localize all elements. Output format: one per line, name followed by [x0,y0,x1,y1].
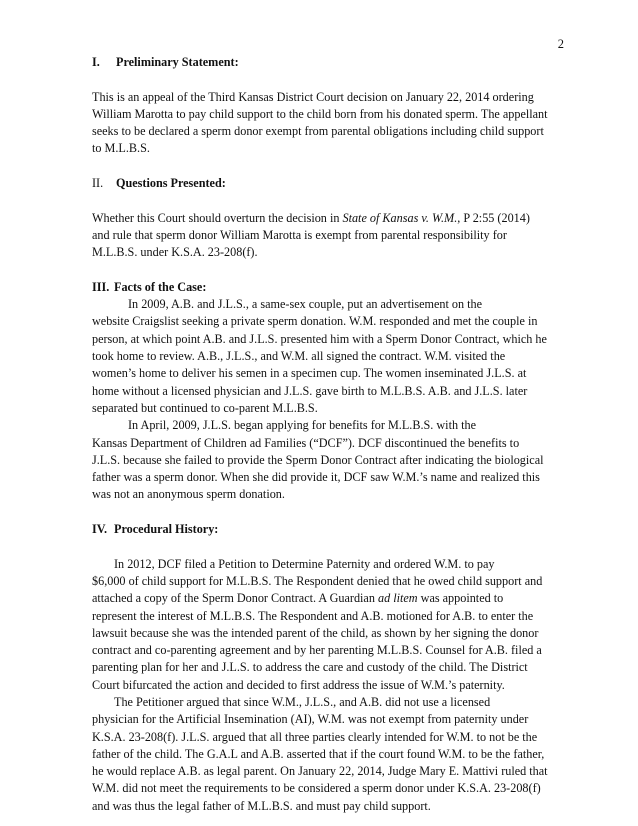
paragraph-line: person, at which point A.B. and J.L.S. presented him with a Sperm Donor Contract, which he [92,331,547,346]
paragraph-line: William Marotta to pay child support to the child born from his donated sperm. The appellant [92,106,548,121]
section-heading-procedural [92,521,562,538]
paragraph-line: The Petitioner argued that since W.M., J.L.S., and A.B. did not use a licensed [114,694,491,709]
paragraph-line: he would replace A.B. as legal parent. On January 22, 2014, Judge Mary E. Mattivi ruled that [92,764,548,779]
paragraph-line: In April, 2009, J.L.S. began applying for benefits for M.L.B.S. with the [128,418,476,433]
paragraph-line: In 2012, DCF filed a Petition to Determine Paternity and ordered W.M. to pay [114,556,495,571]
paragraph-line: and rule that sperm donor William Marotta is exempt from parental responsibility for [92,227,507,242]
section-number: III. [92,279,110,294]
paragraph-line: J.L.S. because she failed to provide the Sperm Donor Contract after indicating the biological [92,452,544,467]
paragraph-line: was not an anonymous sperm donation. [92,487,285,502]
page-number: 2 [557,37,564,51]
paragraph-line: This is an appeal of the Third Kansas District Court decision on January 22, 2014 ordering [92,89,534,104]
paragraph-line: lawsuit because she was the intended parent of the child, as shown by her signing the donor [92,625,539,640]
paragraph-line: K.S.A. 23-208(f). J.L.S. argued that all three parties clearly intended for W.M. to not be the [92,729,538,744]
paragraph-line: In 2009, A.B. and J.L.S., a same-sex couple, put an advertisement on the [128,297,483,312]
paragraph-line: M.L.B.S. under K.S.A. 23-208(f). [92,245,258,260]
paragraph-line: and was thus the legal father of M.L.B.S. and must pay child support. [92,798,431,813]
section-heading-preliminary [92,54,562,71]
paragraph-line: women’s home to deliver his semen in a specimen cup. The women inseminated J.L.S. at [92,366,527,381]
paragraph-line: parenting plan for her and J.L.S. to address the care and custody of the child. The District [92,660,528,675]
latin-term: ad litem [377,591,418,606]
paragraph-line: father of the child. The G.A.L and A.B. asserted that if the court found W.M. to be the father, [92,746,545,761]
paragraph-line: home without a licensed physician and J.L.S. gave birth to M.L.B.S. A.B. and J.L.S. later [92,383,528,398]
paragraph-line: W.M. did not meet the requirements to be considered a sperm donor under K.S.A. 23-208(f) [92,781,541,796]
paragraph-line: contract and co-parenting agreement and by her parenting M.L.B.S. Counsel for A.B. filed a [92,643,542,658]
paragraph-line: Whether this Court should overturn the decision in State of Kansas v. W.M., P 2:55 (2014) [92,210,530,225]
paragraph-line: Court bifurcated the action and decided to first address the issue of W.M.’s paternity. [92,677,505,692]
paragraph-line: separated but continued to co-parent M.L.B.S. [92,400,318,415]
section-title: Questions Presented: [116,176,226,191]
paragraph-line: seeks to be declared a sperm donor exempt from parental obligations including child support [92,124,544,139]
paragraph-line: attached a copy of the Sperm Donor Contract. A Guardian ad litem was appointed to [92,591,504,606]
section-number: II. [92,176,104,191]
section-title: Procedural History: [114,522,219,537]
paragraph-line: father was a sperm donor. When she did provide it, DCF saw W.M.’s name and realized this [92,470,540,485]
paragraph-line: website Craigslist seeking a private sperm donation. W.M. responded and met the couple in [92,314,538,329]
paragraph-line: $6,000 of child support for M.L.B.S. The Respondent denied that he owed child support and [92,573,543,588]
paragraph-line: Kansas Department of Children ad Families (“DCF”). DCF discontinued the benefits to [92,435,520,450]
section-number: IV. [92,522,108,537]
section-title: Facts of the Case: [114,279,207,294]
section-title: Preliminary Statement: [116,55,239,69]
document-body [92,54,562,815]
paragraph-line: represent the interest of M.L.B.S. The Respondent and A.B. motioned for A.B. to enter the [92,608,534,623]
section-heading-questions [92,175,562,192]
paragraph-line: took home to review. A.B., J.L.S., and W.M. all signed the contract. W.M. visited the [92,349,506,364]
section-heading-facts [92,279,562,296]
paragraph-line: to M.L.B.S. [92,141,150,156]
section-number: I. [92,55,100,69]
case-citation: State of Kansas v. W.M. [342,210,458,225]
paragraph-line: physician for the Artificial Insemination (AI), W.M. was not exempt from paternity under [92,712,529,727]
